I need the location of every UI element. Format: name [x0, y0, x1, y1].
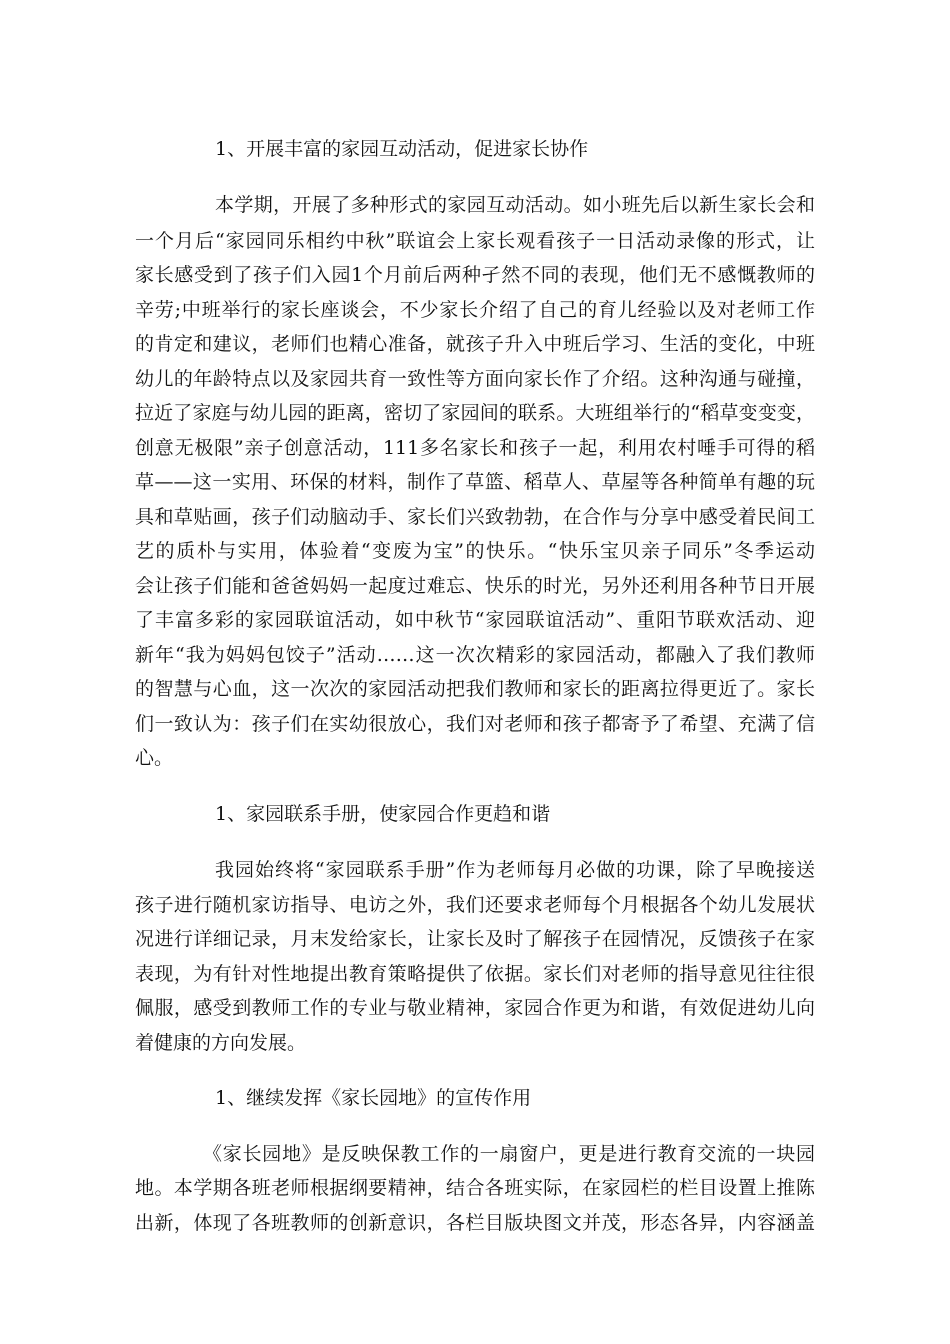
- section-3-line-2: 地。本学期各班老师根据纲要精神，结合各班实际，在家园栏的栏目设置上推陈: [135, 1177, 815, 1199]
- section-2-heading: 1、家园联系手册，使家园合作更趋和谐: [215, 803, 551, 825]
- section-1-line-4: 辛劳;中班举行的家长座谈会，不少家长介绍了自己的育儿经验以及对老师工作: [135, 299, 815, 321]
- section-1-line-12: 会让孩子们能和爸爸妈妈一起度过难忘、快乐的时光，另外还利用各种节日开展: [135, 575, 815, 597]
- section-2-line-4: 表现，为有针对性地提出教育策略提供了依据。家长们对老师的指导意见往往很: [135, 963, 815, 985]
- section-1-line-1: 本学期，开展了多种形式的家园互动活动。如小班先后以新生家长会和: [215, 194, 815, 216]
- section-1-line-15: 的智慧与心血，这一次次的家园活动把我们教师和家长的距离拉得更近了。家长: [135, 678, 815, 700]
- section-1-heading: 1、开展丰富的家园互动活动，促进家长协作: [215, 138, 589, 160]
- section-1-line-13: 了丰富多彩的家园联谊活动，如中秋节“家园联谊活动”、重阳节联欢活动、迎: [135, 609, 815, 631]
- section-1-line-9: 草——这一实用、环保的材料，制作了草篮、稻草人、草屋等各种简单有趣的玩: [135, 471, 815, 493]
- section-3-line-1: 《家长园地》是反映保教工作的一扇窗户，更是进行教育交流的一块园: [203, 1143, 815, 1165]
- section-1-line-8: 创意无极限”亲子创意活动，111多名家长和孩子一起，利用农村唾手可得的稻: [135, 437, 815, 459]
- section-3-line-3: 出新，体现了各班教师的创新意识，各栏目版块图文并茂，形态各异，内容涵盖: [135, 1212, 815, 1234]
- section-1-line-7: 拉近了家庭与幼儿园的距离，密切了家园间的联系。大班组举行的“稻草变变变，: [135, 402, 815, 424]
- section-1-line-10: 具和草贴画，孩子们动脑动手、家长们兴致勃勃，在合作与分享中感受着民间工: [135, 506, 815, 528]
- section-2-line-1: 我园始终将“家园联系手册”作为老师每月必做的功课，除了早晚接送: [215, 859, 815, 881]
- section-2-line-6: 着健康的方向发展。: [135, 1032, 307, 1054]
- section-2-line-3: 况进行详细记录，月末发给家长，让家长及时了解孩子在园情况，反馈孩子在家: [135, 928, 815, 950]
- section-1-line-17: 心。: [135, 747, 174, 769]
- section-2-line-2: 孩子进行随机家访指导、电访之外，我们还要求老师每个月根据各个幼儿发展状: [135, 894, 815, 916]
- section-1-line-11: 艺的质朴与实用，体验着“变废为宝”的快乐。“快乐宝贝亲子同乐”冬季运动: [135, 540, 815, 562]
- section-1-line-14: 新年“我为妈妈包饺子”活动……这一次次精彩的家园活动，都融入了我们教师: [135, 644, 815, 666]
- section-1-line-5: 的肯定和建议，老师们也精心准备，就孩子升入中班后学习、生活的变化，中班: [135, 333, 815, 355]
- section-1-line-16: 们一致认为：孩子们在实幼很放心，我们对老师和孩子都寄予了希望、充满了信: [135, 713, 815, 735]
- section-1-line-2: 一个月后“家园同乐相约中秋”联谊会上家长观看孩子一日活动录像的形式，让: [135, 230, 815, 252]
- section-1-line-3: 家长感受到了孩子们入园1个月前后两种孑然不同的表现，他们无不感慨教师的: [135, 264, 815, 286]
- section-3-heading: 1、继续发挥《家长园地》的宣传作用: [215, 1087, 532, 1109]
- section-2-line-5: 佩服，感受到教师工作的专业与敬业精神，家园合作更为和谐，有效促进幼儿向: [135, 997, 815, 1019]
- section-1-line-6: 幼儿的年龄特点以及家园共育一致性等方面向家长作了介绍。这种沟通与碰撞，: [135, 368, 815, 390]
